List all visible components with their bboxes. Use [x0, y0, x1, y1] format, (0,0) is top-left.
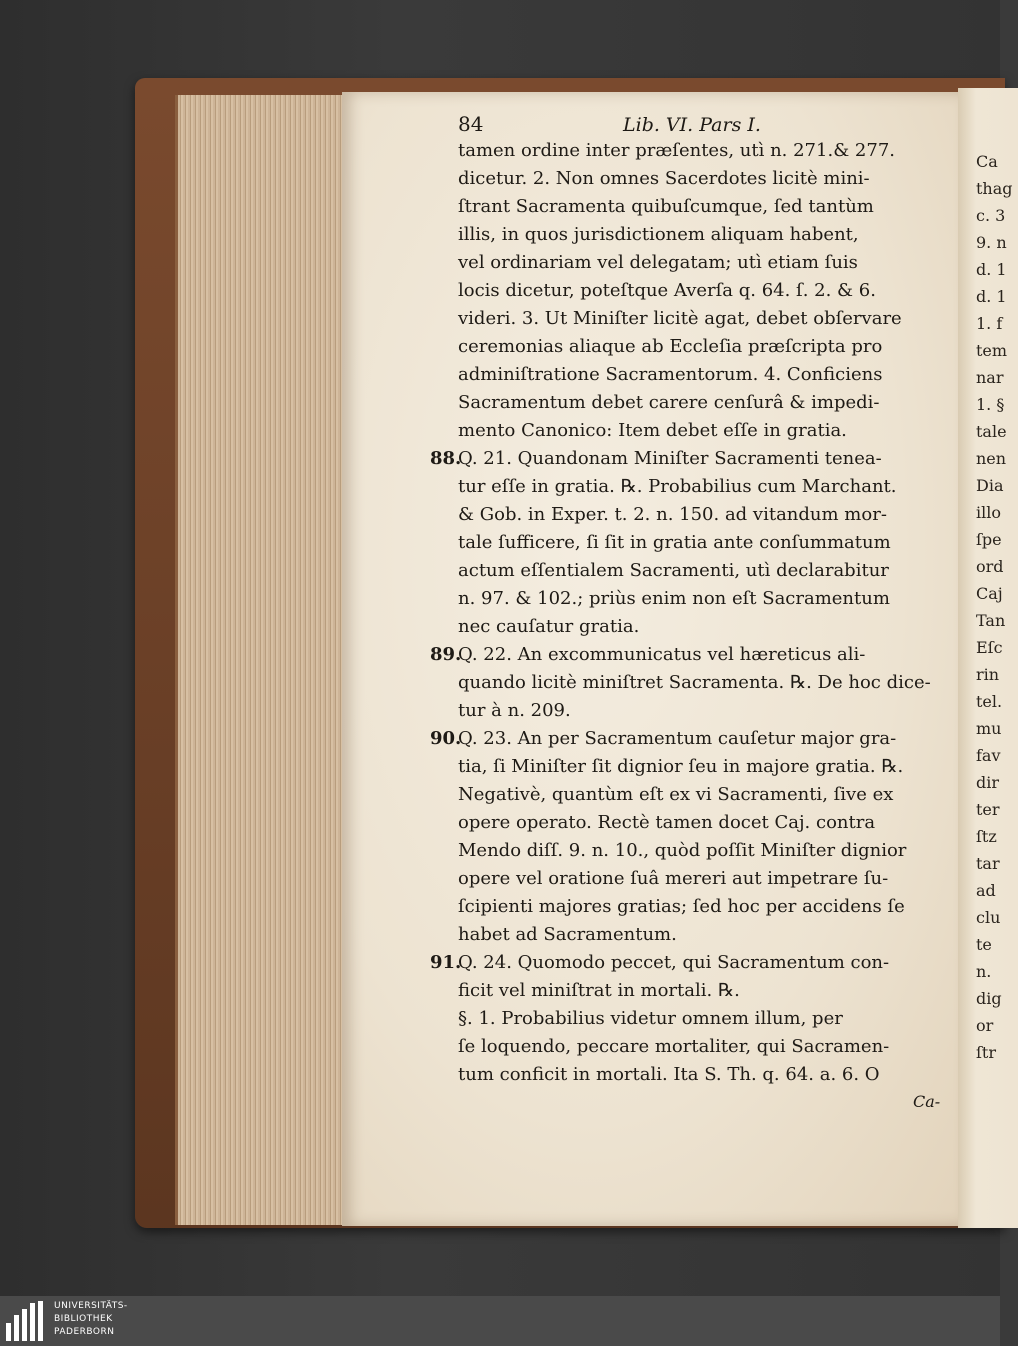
facing-page-fragment: ſtz [976, 827, 997, 846]
facing-page-fragment: 1. f [976, 314, 1003, 333]
text-line: n. 97. & 102.; priùs enim non eſt Sacramentum [458, 588, 890, 609]
facing-page-fragment: illo [976, 503, 1001, 522]
facing-page-fragment: 9. n [976, 233, 1007, 252]
text-line: §. 1. Probabilius videtur omnem illum, per [458, 1008, 843, 1029]
text-line: Q. 21. Quandonam Miniſter Sacramenti tenea- [458, 448, 882, 469]
text-line: locis dicetur, poteſtque Averſa q. 64. ſ. 2. & 6. [458, 280, 876, 301]
text-line: nec cauſatur gratia. [458, 616, 640, 637]
facing-page-fragment: tar [976, 854, 1000, 873]
text-line: tur à n. 209. [458, 700, 571, 721]
facing-page-fragment: nen [976, 449, 1007, 468]
text-line: ſe loquendo, peccare mortaliter, qui Sacramen- [458, 1036, 890, 1057]
facing-page-fragment: tem [976, 341, 1008, 360]
facing-page-fragment: thag [976, 179, 1013, 198]
facing-page-fragment: fav [976, 746, 1001, 765]
text-line: adminiſtratione Sacramentorum. 4. Conficiens [458, 364, 883, 385]
library-name [54, 1300, 128, 1339]
facing-page-fragment: Caj [976, 584, 1003, 603]
facing-page-fragment: dig [976, 989, 1002, 1008]
facing-page-fragment: dir [976, 773, 1000, 792]
text-line: opere vel oratione ſuâ mereri aut impetrare ſu- [458, 868, 889, 889]
facing-page-fragment: rin [976, 665, 1000, 684]
facing-page-fragment: 1. § [976, 395, 1005, 414]
text-line: vel ordinariam vel delegatam; utì etiam ſuis [458, 252, 858, 273]
facing-page-fragment: d. 1 [976, 287, 1007, 306]
text-line: ficit vel miniſtrat in mortali. ℞. [458, 980, 740, 1001]
catchword: Ca- [913, 1092, 941, 1111]
page-number: 84 [458, 112, 484, 136]
facing-page-fragment: te [976, 935, 992, 954]
text-line: ſtrant Sacramenta quibuſcumque, ſed tantùm [458, 196, 874, 217]
question-number: 90. [430, 728, 462, 749]
facing-page-fragment: nar [976, 368, 1004, 387]
page-edges [175, 95, 363, 1225]
facing-page-fragment: ter [976, 800, 1000, 819]
text-line: tur eſſe in gratia. ℞. Probabilius cum Marchant. [458, 476, 897, 497]
library-name-line: UNIVERSITÄTS- [54, 1301, 128, 1311]
text-line: Q. 24. Quomodo peccet, qui Sacramentum con- [458, 952, 890, 973]
text-line: dicetur. 2. Non omnes Sacerdotes licitè mini- [458, 168, 870, 189]
text-line: opere operato. Rectè tamen docet Caj. contra [458, 812, 876, 833]
facing-page-fragment: or [976, 1016, 994, 1035]
facing-page-fragment: tel. [976, 692, 1003, 711]
facing-page-fragment: Dia [976, 476, 1004, 495]
facing-page-fragment: ord [976, 557, 1004, 576]
text-line: quando licitè miniſtret Sacramenta. ℞. De hoc dice- [458, 672, 931, 693]
text-line: Negativè, quantùm eſt ex vi Sacramenti, ſive ex [458, 784, 894, 805]
text-line: tamen ordine inter præſentes, utì n. 271.& 277. [458, 140, 896, 161]
library-footer [0, 1296, 1000, 1346]
facing-page-fragment: ſpe [976, 530, 1002, 549]
facing-page-fragment: Ca [976, 152, 998, 171]
text-line: & Gob. in Exper. t. 2. n. 150. ad vitandum mor- [458, 504, 887, 525]
text-line: illis, in quos jurisdictionem aliquam habent, [458, 224, 859, 245]
text-line: tia, ſi Miniſter ſit dignior ſeu in majore gratia. ℞. [458, 756, 904, 777]
text-line: Sacramentum debet carere cenſurâ & impedi- [458, 392, 880, 413]
text-line: videri. 3. Ut Miniſter licitè agat, debet obſervare [458, 308, 902, 329]
facing-page-fragment: ſtr [976, 1043, 996, 1062]
text-line: Mendo diſſ. 9. n. 10., quòd poſſit Miniſter dignior [458, 840, 907, 861]
facing-page-fragment: Eſc [976, 638, 1003, 657]
library-logo-icon [6, 1301, 46, 1341]
text-line: tum conficit in mortali. Ita S. Th. q. 64. a. 6. O [458, 1064, 880, 1085]
facing-page-fragment: Tan [976, 611, 1006, 630]
text-line: mento Canonico: Item debet eſſe in gratia. [458, 420, 847, 441]
text-line: ſcipienti majores gratias; ſed hoc per accidens ſe [458, 896, 905, 917]
facing-page-fragment: clu [976, 908, 1001, 927]
text-line: Q. 23. An per Sacramentum cauſetur major gra- [458, 728, 897, 749]
facing-page-fragment: ad [976, 881, 996, 900]
running-title: Lib. VI. Pars I. [623, 114, 761, 136]
library-name-line: BIBLIOTHEK [54, 1314, 113, 1324]
text-line: tale ſufficere, ſi ſit in gratia ante conſummatum [458, 532, 891, 553]
facing-page-fragment: tale [976, 422, 1007, 441]
facing-page-fragment: d. 1 [976, 260, 1007, 279]
facing-page-fragment: mu [976, 719, 1002, 738]
question-number: 89. [430, 644, 462, 665]
facing-page-fragment: c. 3 [976, 206, 1006, 225]
library-name-line: PADERBORN [54, 1327, 115, 1337]
text-line: ceremonias aliaque ab Eccleſia præſcripta pro [458, 336, 883, 357]
facing-page-fragment: n. [976, 962, 992, 981]
question-number: 91. [430, 952, 462, 973]
text-line: habet ad Sacramentum. [458, 924, 677, 945]
question-number: 88. [430, 448, 462, 469]
text-line: Q. 22. An excommunicatus vel hæreticus ali- [458, 644, 866, 665]
text-line: actum eſſentialem Sacramenti, utì declarabitur [458, 560, 889, 581]
facing-page [958, 88, 1018, 1228]
